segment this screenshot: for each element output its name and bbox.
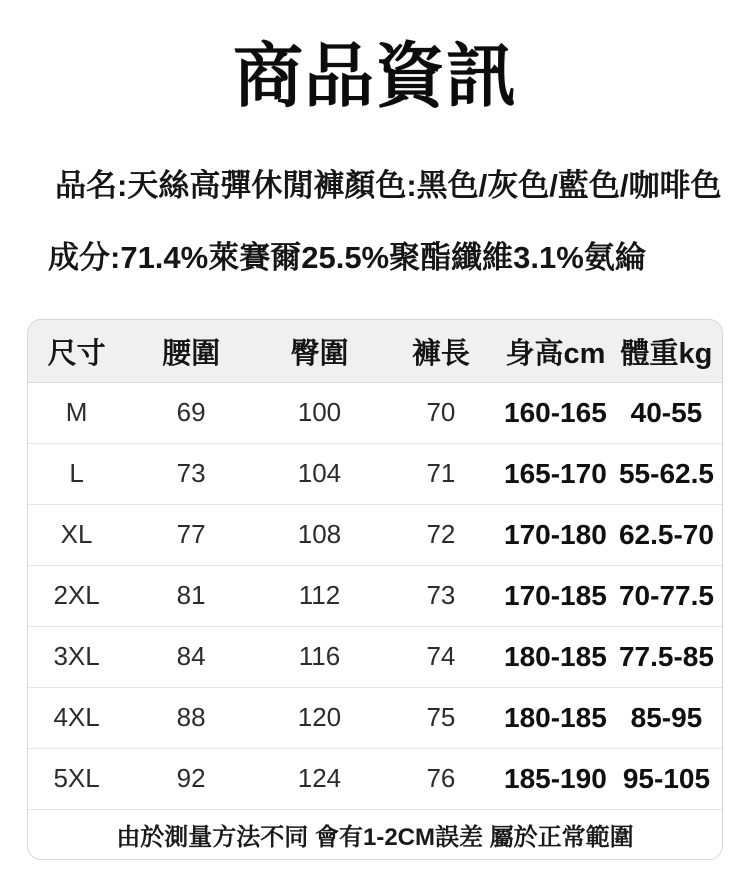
table-row [28, 565, 722, 626]
table-row [28, 626, 722, 687]
value-cell: 81 [125, 565, 257, 626]
size-table-grid [28, 320, 722, 859]
column-header: 體重kg [611, 320, 722, 382]
value-cell: 40-55 [611, 382, 722, 443]
table-row [28, 504, 722, 565]
table-row [28, 443, 722, 504]
column-header: 臀圍 [257, 320, 382, 382]
value-cell: 85-95 [611, 687, 722, 748]
value-cell: 76 [382, 748, 500, 809]
value-cell: 71 [382, 443, 500, 504]
size-table [27, 319, 723, 860]
value-cell: 104 [257, 443, 382, 504]
value-cell: 120 [257, 687, 382, 748]
product-info-page [0, 37, 750, 894]
column-header: 腰圍 [125, 320, 257, 382]
value-cell: 95-105 [611, 748, 722, 809]
value-cell: 75 [382, 687, 500, 748]
value-cell: 88 [125, 687, 257, 748]
value-cell: 74 [382, 626, 500, 687]
product-info-line [0, 160, 750, 205]
value-cell: 72 [382, 504, 500, 565]
column-header: 褲長 [382, 320, 500, 382]
value-cell: 55-62.5 [611, 443, 722, 504]
value-cell: 116 [257, 626, 382, 687]
value-cell: 77 [125, 504, 257, 565]
size-table-header [28, 320, 722, 382]
value-cell: 170-180 [500, 504, 611, 565]
table-footnote: 由於測量方法不同 會有1-2CM誤差 屬於正常範圍 [116, 824, 634, 852]
table-row [28, 687, 722, 748]
value-cell: 180-185 [500, 626, 611, 687]
product-name-text: 品名:天絲高彈休閒褲 [55, 168, 345, 204]
column-header: 尺寸 [28, 320, 125, 382]
size-table-header-row [28, 320, 722, 382]
page-title: 商品資訊 [233, 37, 517, 115]
column-header: 身高cm [500, 320, 611, 382]
value-cell: 160-165 [500, 382, 611, 443]
size-table-body [28, 382, 722, 809]
value-cell: 73 [382, 565, 500, 626]
value-cell: 73 [125, 443, 257, 504]
size-table-footer [28, 809, 722, 859]
table-row [28, 382, 722, 443]
product-composition-text: 成分:71.4%萊賽爾25.5%聚酯纖維3.1%氨綸 [48, 240, 646, 276]
size-cell: 2XL [28, 565, 125, 626]
value-cell: 170-185 [500, 565, 611, 626]
size-cell: 5XL [28, 748, 125, 809]
value-cell: 108 [257, 504, 382, 565]
size-cell: M [28, 382, 125, 443]
value-cell: 124 [257, 748, 382, 809]
footnote-row [28, 809, 722, 859]
value-cell: 70 [382, 382, 500, 443]
table-row [28, 748, 722, 809]
value-cell: 69 [125, 382, 257, 443]
value-cell: 180-185 [500, 687, 611, 748]
value-cell: 92 [125, 748, 257, 809]
size-cell: XL [28, 504, 125, 565]
value-cell: 100 [257, 382, 382, 443]
value-cell: 62.5-70 [611, 504, 722, 565]
value-cell: 70-77.5 [611, 565, 722, 626]
value-cell: 112 [257, 565, 382, 626]
size-cell: 3XL [28, 626, 125, 687]
product-color-text: 顏色:黑色/灰色/藍色/咖啡色 [344, 168, 722, 204]
size-cell: L [28, 443, 125, 504]
size-cell: 4XL [28, 687, 125, 748]
value-cell: 77.5-85 [611, 626, 722, 687]
value-cell: 185-190 [500, 748, 611, 809]
value-cell: 165-170 [500, 443, 611, 504]
value-cell: 84 [125, 626, 257, 687]
